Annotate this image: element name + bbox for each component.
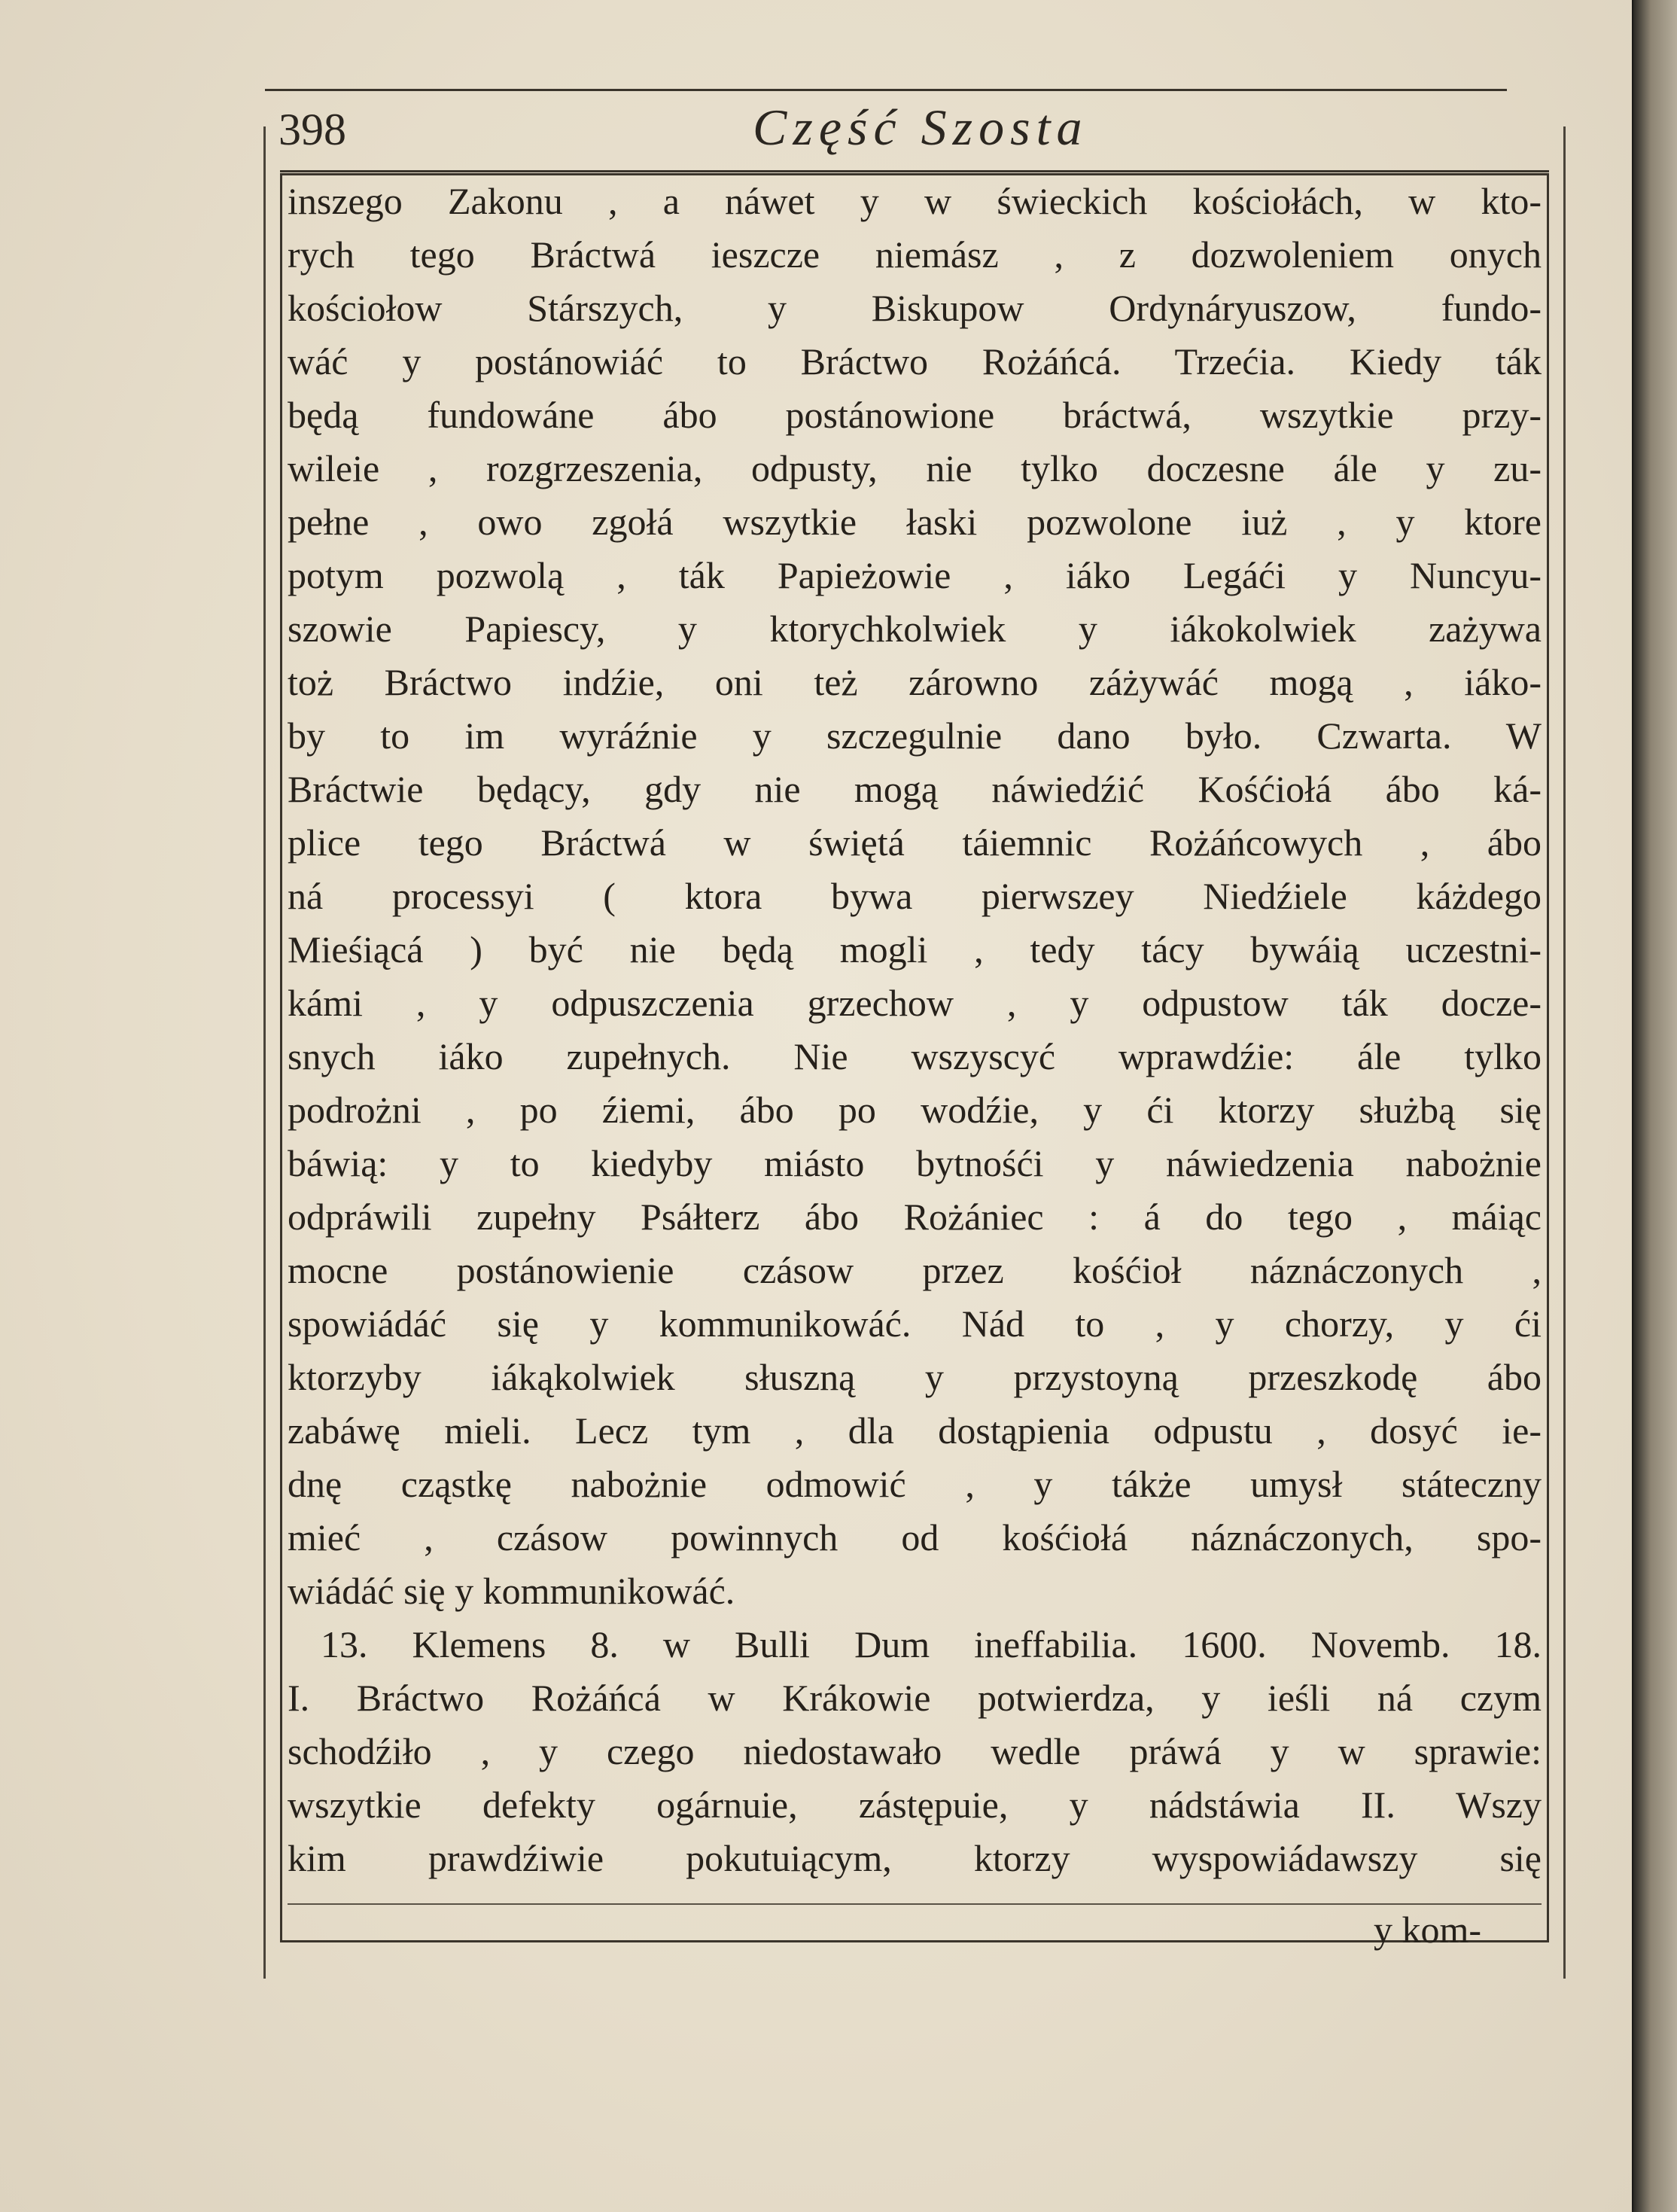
text-line: wáć y postánowiáć to Bráctwo Rożáńcá. Trzećia. Kiedy ták	[288, 340, 1542, 382]
text-line: toż Bráctwo indźie, oni też zárowno záżywáć mogą , iáko-	[288, 661, 1542, 703]
top-rule	[265, 89, 1507, 91]
text-line: rych tego Bráctwá ieszcze niemász , z dozwoleniem onych	[288, 233, 1542, 276]
page-number: 398	[278, 105, 346, 154]
text-line: ná processyi ( ktora bywa pierwszey Niedźiele káżdego	[288, 875, 1542, 917]
header-rule	[280, 170, 1549, 172]
text-line: dnę cząstkę nabożnie odmowić , y tákże umysł státeczny	[288, 1463, 1542, 1505]
section-line: I. Bráctwo Rożáńcá w Krákowie potwierdza, y ieśli ná czym	[288, 1677, 1542, 1719]
body-text	[288, 175, 1542, 1957]
text-line: podrożni , po źiemi, ábo po wodźie, y ći ktorzy służbą się	[288, 1089, 1542, 1131]
text-line: inszego Zakonu , a náwet y w świeckich kościołách, w kto-	[288, 180, 1542, 222]
text-line: wileie , rozgrzeszenia, odpusty, nie tylko doczesne ále y zu-	[288, 447, 1542, 489]
section-line: schodźiło , y czego niedostawało wedle práwá y w sprawie:	[288, 1730, 1542, 1772]
section-line: wszytkie defekty ogárnuie, zástępuie, y nádstáwia II. Wszy	[288, 1784, 1542, 1826]
text-line: zabáwę mieli. Lecz tym , dla dostąpienia odpustu , dosyć ie-	[288, 1409, 1542, 1452]
section-line: kim prawdźiwie pokutuiącym, ktorzy wyspowiádawszy się	[288, 1837, 1542, 1879]
text-line: snych iáko zupełnych. Nie wszyscyć wprawdźie: ále tylko	[288, 1035, 1542, 1077]
text-line: mocne postánowienie czásow przez kośćioł náznáczonych ,	[288, 1249, 1542, 1291]
text-line: Mieśiącá ) być nie będą mogli , tedy tácy bywáią uczestni-	[288, 928, 1542, 970]
text-line: wiádáć się y kommunikowáć.	[288, 1570, 735, 1612]
text-line: odpráwili zupełny Psáłterz ábo Rożániec : á do tego , máiąc	[288, 1196, 1542, 1238]
text-line: będą fundowáne ábo postánowione bráctwá, wszytkie przy-	[288, 394, 1542, 436]
text-line: kościołow Stárszych, y Biskupow Ordynáryuszow, fundo-	[288, 287, 1542, 329]
bottom-rule	[288, 1903, 1542, 1905]
adjacent-page-edge	[1633, 0, 1677, 2212]
text-line: kámi , y odpuszczenia grzechow , y odpustow ták docze-	[288, 982, 1542, 1024]
text-line: Bráctwie będący, gdy nie mogą náwiedźić Kośćiołá ábo ká-	[288, 768, 1542, 810]
page-header	[271, 98, 1543, 167]
catchword: y kom-	[1373, 1909, 1481, 1951]
text-line: by to im wyráźnie y szczegulnie dano było. Czwarta. W	[288, 714, 1542, 757]
text-line: pełne , owo zgołá wszytkie łaski pozwolone iuż , y ktore	[288, 501, 1542, 543]
text-line: ktorzyby iákąkolwiek słuszną y przystoyną przeszkodę ábo	[288, 1356, 1542, 1398]
text-line: báwią: y to kiedyby miásto bytnośći y náwiedzenia nabożnie	[288, 1142, 1542, 1184]
text-line: potym pozwolą , ták Papieżowie , iáko Legáći y Nuncyu-	[288, 554, 1542, 596]
text-line: mieć , czásow powinnych od kośćiołá náznáczonych, spo-	[288, 1516, 1542, 1558]
text-line: szowie Papiescy, y ktorychkolwiek y iákokolwiek zażywa	[288, 608, 1542, 650]
running-head: Część Szosta	[753, 99, 1088, 156]
text-line: spowiádáć się y kommunikowáć. Nád to , y chorzy, y ći	[288, 1303, 1542, 1345]
section-line: 13. Klemens 8. w Bulli Dum ineffabilia. 1600. Novemb. 18.	[321, 1623, 1542, 1665]
text-line: plice tego Bráctwá w świętá táiemnic Rożáńcowych , ábo	[288, 821, 1542, 864]
